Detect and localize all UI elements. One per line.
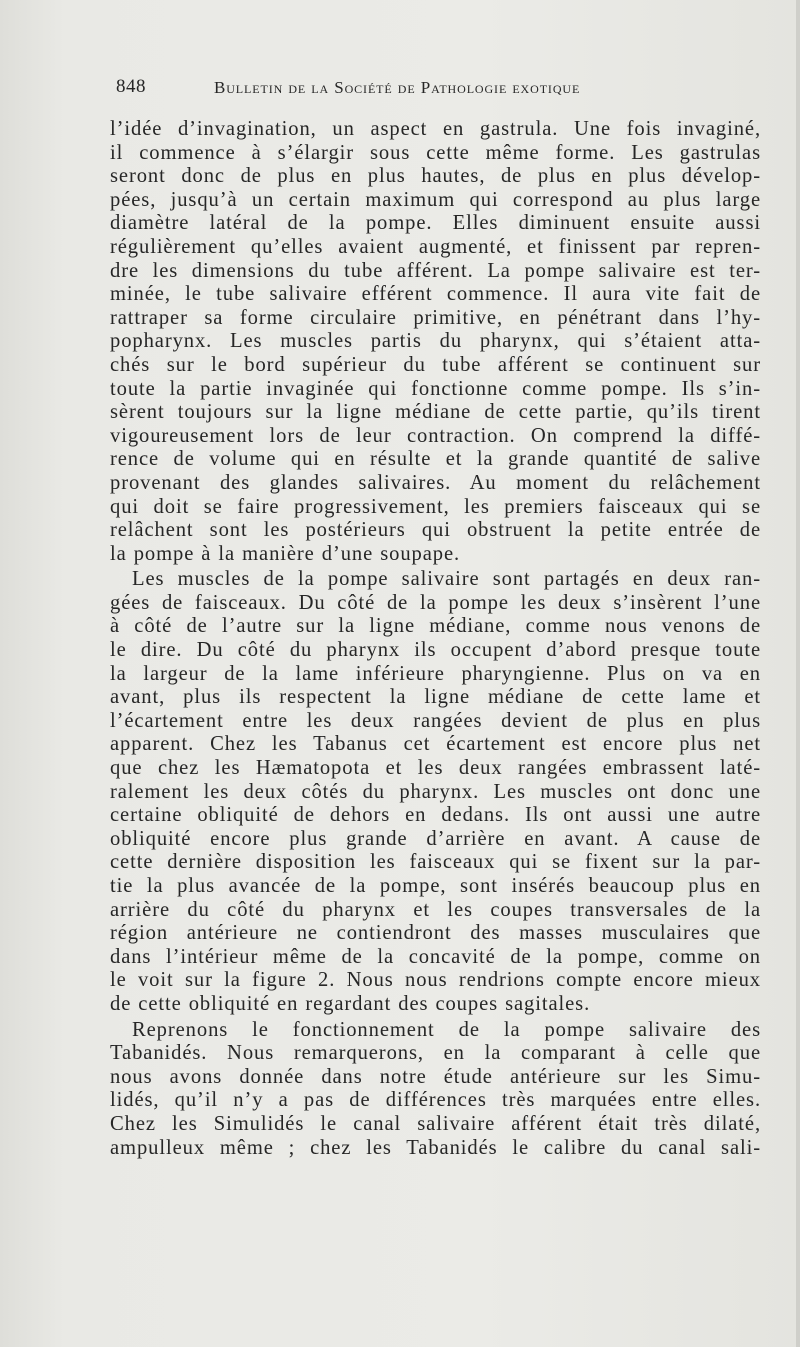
text-line: obliquité encore plus grande d’arrière en avant. A cause de <box>110 827 761 850</box>
text-line: région antérieure ne contiendront des masses musculaires que <box>110 922 761 945</box>
text-line: minée, le tube salivaire efférent commence. Il aura vite fait de <box>110 283 761 306</box>
text-line: Reprenons le fonctionnement de la pompe salivaire des <box>132 1018 761 1041</box>
text-line: vigoureusement lors de leur contraction. On comprend la diffé- <box>110 424 761 447</box>
body-text <box>110 118 761 1160</box>
text-line: la largeur de la lame inférieure pharyngienne. Plus on va en <box>110 662 761 685</box>
paragraph-1 <box>110 118 761 566</box>
text-line: nous avons donnée dans notre étude antérieure sur les Simu- <box>110 1065 761 1088</box>
page-number: 848 <box>116 76 146 97</box>
text-line: dre les dimensions du tube afférent. La pompe salivaire est ter- <box>110 259 761 282</box>
text-line: provenant des glandes salivaires. Au moment du relâchement <box>110 471 761 494</box>
text-line: toute la partie invaginée qui fonctionne comme pompe. Ils s’in- <box>110 377 761 400</box>
text-line: rattraper sa forme circulaire primitive, en pénétrant dans l’hy- <box>110 306 761 329</box>
text-line: Tabanidés. Nous remarquerons, en la comparant à celle que <box>110 1042 761 1065</box>
running-title: Bulletin de la Société de Pathologie exotique <box>214 78 581 97</box>
text-line: dans l’intérieur même de la concavité de la pompe, comme on <box>110 945 761 968</box>
text-line: relâchent sont les postérieurs qui obstruent la petite entrée de <box>110 519 761 542</box>
text-line: régulièrement qu’elles avaient augmenté, et finissent par repren- <box>110 235 761 258</box>
text-line: certaine obliquité de dehors en dedans. Ils ont aussi une autre <box>110 804 761 827</box>
text-line: tie la plus avancée de la pompe, sont insérés beaucoup plus en <box>110 875 761 897</box>
text-line: chés sur le bord supérieur du tube afférent se continuent sur <box>110 353 761 376</box>
text-line: l’écartement entre les deux rangées devient de plus en plus <box>110 709 761 732</box>
text-line: sèrent toujours sur la ligne médiane de cette partie, qu’ils tirent <box>110 401 761 424</box>
text-line: lidés, qu’il n’y a pas de différences très marquées entre elles. <box>110 1089 761 1112</box>
running-header <box>116 76 676 106</box>
text-line: rence de volume qui en résulte et la grande quantité de salive <box>110 448 761 471</box>
text-line: Les muscles de la pompe salivaire sont partagés en deux ran- <box>132 568 761 591</box>
text-line: le voit sur la figure 2. Nous nous rendrions compte encore mieux <box>110 969 761 992</box>
text-line: l’idée d’invagination, un aspect en gastrula. Une fois invaginé, <box>110 118 761 140</box>
text-line: de cette obliquité en regardant des coupes sagitales. <box>110 992 591 1015</box>
text-line: à côté de l’autre sur la ligne médiane, comme nous venons de <box>110 615 761 638</box>
text-line: ampulleux même ; chez les Tabanidés le calibre du canal sali- <box>110 1136 761 1159</box>
text-line: diamètre latéral de la pompe. Elles diminuent ensuite aussi <box>110 212 761 235</box>
text-line: seront donc de plus en plus hautes, de plus en plus dévelop- <box>110 165 761 188</box>
text-line: ralement les deux côtés du pharynx. Les muscles ont donc une <box>110 780 761 803</box>
text-line: avant, plus ils respectent la ligne médiane de cette lame et <box>110 686 761 709</box>
paragraph-3 <box>110 1019 761 1161</box>
text-line: gées de faisceaux. Du côté de la pompe les deux s’insèrent l’une <box>110 591 761 614</box>
text-line: la pompe à la manière d’une soupape. <box>110 542 461 565</box>
page-edge-shadow <box>796 0 800 1347</box>
paragraph-2 <box>110 568 761 1016</box>
text-line: pées, jusqu’à un certain maximum qui correspond au plus large <box>110 188 761 211</box>
text-line: que chez les Hæmatopota et les deux rangées embrassent laté- <box>110 757 761 780</box>
text-line: cette dernière disposition les faisceaux qui se fixent sur la par- <box>110 851 761 874</box>
text-line: popharynx. Les muscles partis du pharynx, qui s’étaient atta- <box>110 330 761 353</box>
text-line: il commence à s’élargir sous cette même forme. Les gastrulas <box>110 141 761 164</box>
text-line: arrière du côté du pharynx et les coupes transversales de la <box>110 898 761 921</box>
text-line: apparent. Chez les Tabanus cet écartement est encore plus net <box>110 733 761 756</box>
text-line: le dire. Du côté du pharynx ils occupent d’abord presque toute <box>110 639 761 662</box>
text-line: qui doit se faire progressivement, les premiers faisceaux qui se <box>110 495 761 518</box>
text-line: Chez les Simulidés le canal salivaire afférent était très dilaté, <box>110 1112 761 1135</box>
